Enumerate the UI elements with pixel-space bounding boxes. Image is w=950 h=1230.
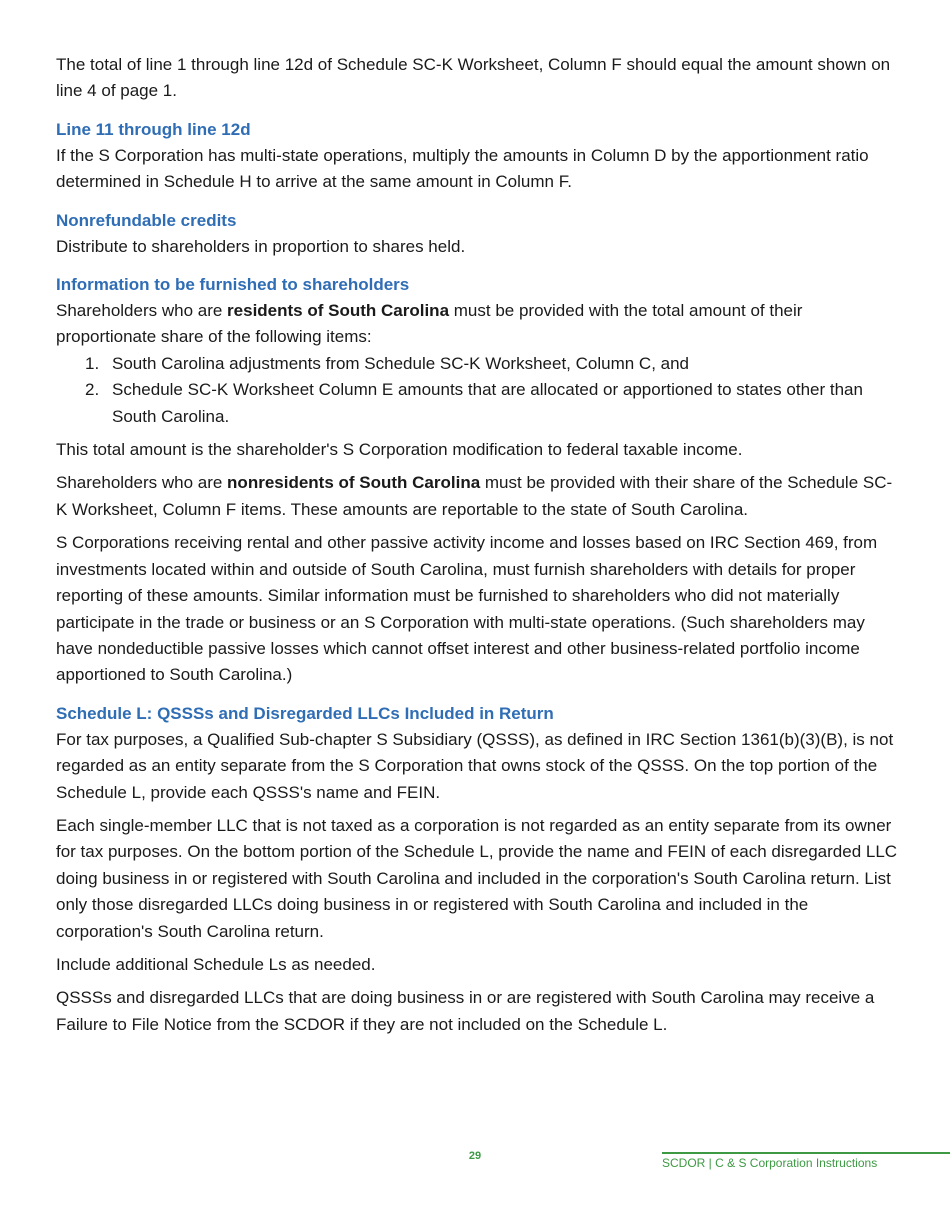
residents-post: must be provided with the total amount of their proportionate share of the following items:	[56, 301, 803, 347]
schedule-l-paragraph-2: Each single-member LLC that is not taxed as a corporation is not regarded as an entity separate from its owner for tax purposes. On the bottom portion of the Schedule L, provide the name and FEIN of each disregarded LLC doing business in or registered with South Carolina and included in the corporation's South Carolina return. List only those disregarded LLCs doing business in or registered with South Carolina and included in the corporation's South Carolina return.	[56, 815, 898, 941]
line11-heading: Line 11 through line 12d	[56, 119, 251, 139]
residents-paragraph	[56, 298, 898, 351]
schedule-l-paragraph-4: QSSSs and disregarded LLCs that are doing business in or are registered with South Carolina may receive a Failure to File Notice from the SCDOR if they are not included on the Schedule L.	[56, 988, 875, 1034]
items-list	[56, 351, 898, 430]
nonres-post: must be provided with their share of the Schedule SC-K Worksheet, Column F items. These amounts are reportable to the state of South Carolina.	[56, 473, 893, 519]
nonresidents-paragraph	[56, 470, 898, 523]
footer-divider	[662, 1152, 950, 1154]
line11-paragraph: If the S Corporation has multi-state operations, multiply the amounts in Column D by the apportionment ratio determined in Schedule H to arrive at the same amount in Column F.	[56, 145, 869, 192]
document-body	[56, 52, 898, 1038]
list-item	[56, 377, 898, 430]
residents-pre: Shareholders who are	[56, 301, 228, 321]
list-item	[56, 351, 898, 377]
nonres-pre: Shareholders who are	[56, 473, 228, 493]
list-item-number: 1.	[85, 353, 100, 373]
total-paragraph: This total amount is the shareholder's S Corporation modification to federal taxable income.	[56, 440, 743, 460]
list-item-number: 2.	[85, 380, 100, 400]
nonrefundable-paragraph: Distribute to shareholders in proportion to shares held.	[56, 236, 466, 256]
residents-bold: residents of South Carolina	[227, 301, 450, 321]
schedule-l-paragraph-1: For tax purposes, a Qualified Sub-chapter S Subsidiary (QSSS), as defined in IRC Section 1361(b)(3)(B), is not regarded as an entity separate from the S Corporation that owns stock of the QSSS. On the top portion of the Schedule L, provide each QSSS's name and FEIN.	[56, 729, 894, 802]
page-number: 29	[468, 1150, 482, 1162]
list-item-text: South Carolina adjustments from Schedule SC-K Worksheet, Column C, and	[112, 353, 690, 373]
nonres-bold: nonresidents of South Carolina	[227, 473, 481, 493]
footer-title: SCDOR | C & S Corporation Instructions	[662, 1156, 878, 1170]
nonrefundable-heading: Nonrefundable credits	[56, 210, 237, 230]
intro-paragraph: The total of line 1 through line 12d of Schedule SC-K Worksheet, Column F should equal the amount shown on line 4 of page 1.	[56, 55, 891, 101]
passive-paragraph: S Corporations receiving rental and other passive activity income and losses based on IRC Section 469, from investments located within and outside of South Carolina, must furnish shareholders with details for proper reporting of these amounts. Similar information must be furnished to shareholders who did not materially participate in the trade or business or an S Corporation with multi-state operations. (Such shareholders may have nondeductible passive losses which cannot offset interest and other business-related portfolio income apportioned to South Carolina.)	[56, 533, 878, 685]
schedule-l-heading: Schedule L: QSSSs and Disregarded LLCs Included in Return	[56, 703, 554, 723]
list-item-text: Schedule SC-K Worksheet Column E amounts that are allocated or apportioned to states other than South Carolina.	[112, 380, 863, 426]
schedule-l-paragraph-3: Include additional Schedule Ls as needed.	[56, 954, 376, 974]
info-heading: Information to be furnished to shareholders	[56, 275, 410, 295]
